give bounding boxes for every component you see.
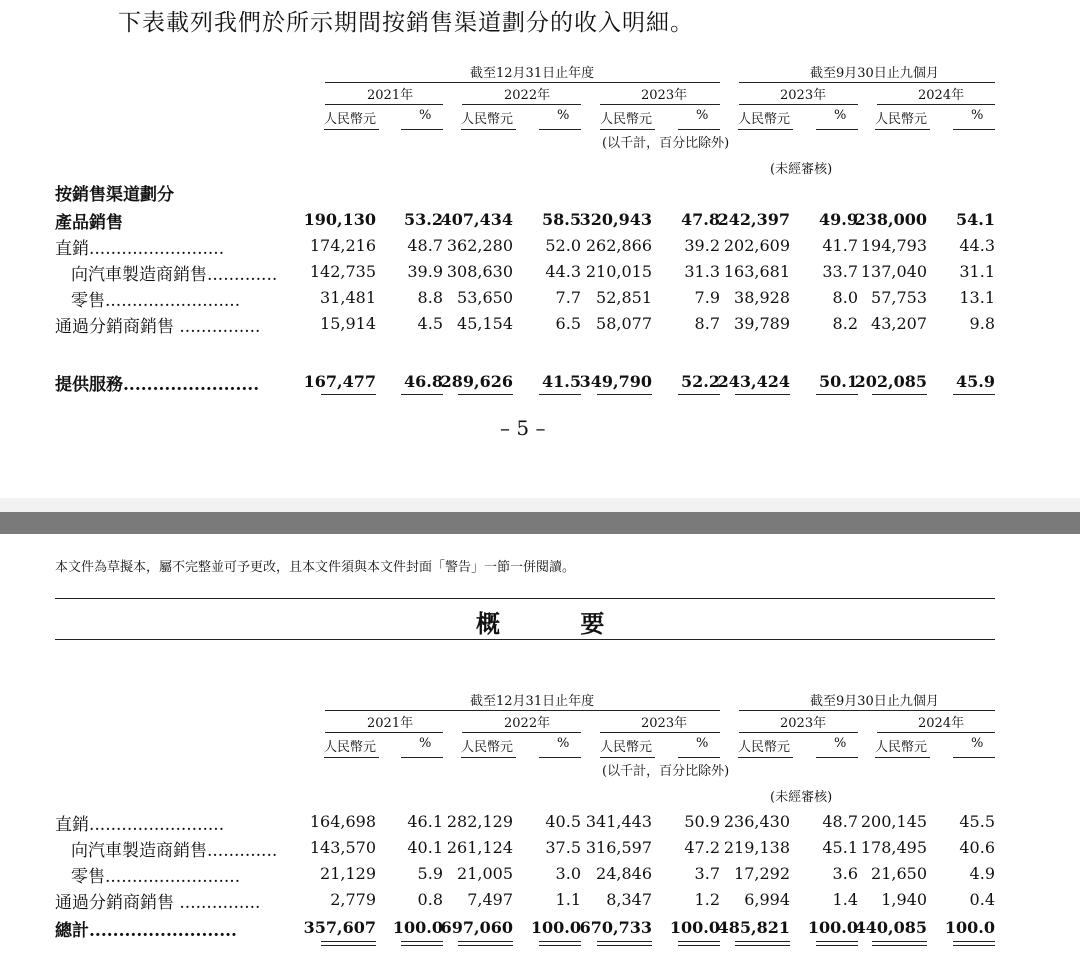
double-rule-b	[401, 945, 443, 946]
table-cell: 236,430	[723, 812, 790, 831]
title-rule-bottom	[55, 639, 995, 640]
row-label: 向汽車製造商銷售.............	[71, 265, 278, 285]
row-label: 直銷.........................	[55, 815, 225, 835]
table-cell: 7.7	[555, 288, 581, 307]
table-cell: 43,207	[871, 314, 927, 333]
table-cell: 54.1	[956, 210, 995, 229]
table-cell: 15,914	[320, 314, 376, 333]
percent-rule	[539, 757, 581, 758]
table-cell: 1,940	[881, 890, 927, 909]
table-cell: 0.4	[969, 890, 995, 909]
currency-header: 人民幣元	[600, 112, 653, 127]
table-cell: 137,040	[860, 262, 927, 281]
table-cell: 194,793	[860, 236, 927, 255]
table-cell: 289,626	[440, 372, 513, 391]
table-cell: 52.0	[545, 236, 581, 255]
table-cell: 1.1	[555, 890, 581, 909]
table-cell: 41.7	[822, 236, 858, 255]
double-rule-a	[539, 941, 581, 942]
table-cell: 39.9	[407, 262, 443, 281]
table-cell: 46.1	[407, 812, 443, 831]
table-cell: 238,000	[854, 210, 927, 229]
table-cell: 163,681	[723, 262, 790, 281]
table-cell: 52.2	[681, 372, 720, 391]
table-cell: 58,077	[596, 314, 652, 333]
table-cell: 6,994	[744, 890, 790, 909]
year-header: 2023年	[780, 88, 827, 103]
double-rule-a	[678, 941, 720, 942]
currency-header: 人民幣元	[875, 112, 928, 127]
unit-note: (以千計，百分比除外)	[602, 764, 730, 779]
period-annual-rule	[325, 82, 720, 83]
currency-header: 人民幣元	[738, 740, 791, 755]
period-annual-header: 截至12月31日止年度	[470, 694, 595, 709]
year-rule	[462, 104, 581, 105]
table-cell: 39.2	[684, 236, 720, 255]
period-annual-rule	[325, 710, 720, 711]
table-cell: 9.8	[969, 314, 995, 333]
table-cell: 53,650	[457, 288, 513, 307]
percent-header: %	[834, 108, 847, 123]
table-cell: 7,497	[467, 890, 513, 909]
currency-header: 人民幣元	[461, 112, 514, 127]
table-cell: 200,145	[860, 812, 927, 831]
table-cell: 1.2	[694, 890, 720, 909]
year-rule	[739, 104, 858, 105]
table-cell: 45.5	[959, 812, 995, 831]
currency-rule	[324, 129, 379, 130]
currency-header: 人民幣元	[738, 112, 791, 127]
currency-rule	[738, 757, 793, 758]
row-label: 總計.........................	[55, 921, 237, 941]
total-rule	[539, 394, 581, 395]
table-cell: 262,866	[585, 236, 652, 255]
double-rule-a	[401, 941, 443, 942]
table-cell: 8.8	[417, 288, 443, 307]
table-cell: 210,015	[585, 262, 652, 281]
double-rule-b	[678, 945, 720, 946]
period-nine-months-rule	[739, 82, 995, 83]
table-cell: 3.6	[832, 864, 858, 883]
section-label: 按銷售渠道劃分	[55, 185, 174, 205]
table-cell: 45.9	[956, 372, 995, 391]
double-rule-a	[816, 941, 858, 942]
table-cell: 57,753	[871, 288, 927, 307]
table-cell: 44.3	[959, 236, 995, 255]
table-cell: 21,650	[871, 864, 927, 883]
percent-header: %	[557, 108, 570, 123]
percent-header: %	[696, 108, 709, 123]
table-cell: 100.0	[392, 918, 443, 937]
section-title: 概 要	[476, 610, 641, 638]
year-header: 2021年	[367, 716, 414, 731]
table-cell: 52,851	[596, 288, 652, 307]
table-cell: 242,397	[717, 210, 790, 229]
year-rule	[877, 104, 995, 105]
table-cell: 219,138	[723, 838, 790, 857]
percent-rule	[953, 129, 995, 130]
table-cell: 8.0	[832, 288, 858, 307]
table-cell: 174,216	[309, 236, 376, 255]
table-cell: 40.5	[545, 812, 581, 831]
table-cell: 41.5	[542, 372, 581, 391]
table-cell: 50.9	[684, 812, 720, 831]
table-cell: 100.0	[530, 918, 581, 937]
currency-header: 人民幣元	[461, 740, 514, 755]
table-cell: 485,821	[717, 918, 790, 937]
table-cell: 697,060	[440, 918, 513, 937]
table-cell: 3.7	[694, 864, 720, 883]
year-header: 2024年	[918, 88, 965, 103]
table-cell: 243,424	[717, 372, 790, 391]
table-cell: 357,607	[303, 918, 376, 937]
table-cell: 45.1	[822, 838, 858, 857]
total-rule	[597, 394, 652, 395]
table-cell: 2,779	[330, 890, 376, 909]
double-rule-b	[458, 945, 513, 946]
year-header: 2023年	[641, 716, 688, 731]
table-cell: 178,495	[860, 838, 927, 857]
table-cell: 164,698	[309, 812, 376, 831]
title-rule-top	[55, 598, 995, 599]
double-rule-a	[872, 941, 927, 942]
table-cell: 49.9	[819, 210, 858, 229]
table-cell: 142,735	[309, 262, 376, 281]
currency-rule	[738, 129, 793, 130]
row-label: 直銷.........................	[55, 239, 225, 259]
currency-rule	[875, 757, 930, 758]
percent-rule	[401, 757, 443, 758]
double-rule-b	[872, 945, 927, 946]
table-cell: 40.6	[959, 838, 995, 857]
table-cell: 48.7	[407, 236, 443, 255]
double-rule-b	[816, 945, 858, 946]
page-divider	[0, 512, 1080, 534]
table-cell: 48.7	[822, 812, 858, 831]
year-header: 2024年	[918, 716, 965, 731]
currency-rule	[600, 757, 655, 758]
table-cell: 37.5	[545, 838, 581, 857]
percent-rule	[816, 129, 858, 130]
unaudited-note: (未經審核)	[770, 790, 833, 805]
double-rule-a	[458, 941, 513, 942]
currency-header: 人民幣元	[600, 740, 653, 755]
double-rule-b	[321, 945, 376, 946]
percent-header: %	[557, 736, 570, 751]
currency-rule	[875, 129, 930, 130]
percent-header: %	[971, 108, 984, 123]
table-cell: 202,085	[854, 372, 927, 391]
table-cell: 202,609	[723, 236, 790, 255]
table-cell: 3.0	[555, 864, 581, 883]
year-rule	[462, 732, 581, 733]
table-cell: 8.2	[832, 314, 858, 333]
table-cell: 38,928	[734, 288, 790, 307]
page-gap	[0, 498, 1080, 512]
currency-header: 人民幣元	[324, 112, 377, 127]
period-nine-months-header: 截至9月30日止九個月	[810, 66, 939, 81]
table-cell: 58.5	[542, 210, 581, 229]
table-cell: 7.9	[694, 288, 720, 307]
table-cell: 21,129	[320, 864, 376, 883]
row-label: 通過分銷商銷售 ...............	[55, 893, 261, 913]
table-cell: 320,943	[579, 210, 652, 229]
table-cell: 24,846	[596, 864, 652, 883]
currency-header: 人民幣元	[324, 740, 377, 755]
percent-rule	[816, 757, 858, 758]
table-cell: 39,789	[734, 314, 790, 333]
year-rule	[600, 732, 720, 733]
currency-rule	[324, 757, 379, 758]
table-cell: 167,477	[303, 372, 376, 391]
row-label: 零售.........................	[71, 867, 241, 887]
year-header: 2022年	[504, 88, 551, 103]
currency-header: 人民幣元	[875, 740, 928, 755]
year-header: 2023年	[780, 716, 827, 731]
table-cell: 47.8	[681, 210, 720, 229]
table-cell: 44.3	[545, 262, 581, 281]
double-rule-b	[597, 945, 652, 946]
table-cell: 6.5	[555, 314, 581, 333]
row-label: 向汽車製造商銷售.............	[71, 841, 278, 861]
percent-rule	[401, 129, 443, 130]
currency-rule	[600, 129, 655, 130]
currency-rule	[461, 757, 516, 758]
table-cell: 261,124	[446, 838, 513, 857]
table-cell: 0.8	[417, 890, 443, 909]
period-nine-months-rule	[739, 710, 995, 711]
total-rule	[321, 394, 376, 395]
page-number: – 5 –	[500, 416, 546, 440]
double-rule-a	[953, 941, 995, 942]
table-cell: 349,790	[579, 372, 652, 391]
double-rule-a	[321, 941, 376, 942]
double-rule-a	[597, 941, 652, 942]
year-rule	[325, 732, 443, 733]
percent-header: %	[696, 736, 709, 751]
row-label: 通過分銷商銷售 ...............	[55, 317, 261, 337]
intro-text: 下表載列我們於所示期間按銷售渠道劃分的收入明細。	[118, 10, 694, 36]
table-cell: 8,347	[606, 890, 652, 909]
row-label: 產品銷售	[55, 213, 123, 233]
percent-rule	[953, 757, 995, 758]
table-cell: 31,481	[320, 288, 376, 307]
table-cell: 100.0	[944, 918, 995, 937]
table-cell: 190,130	[303, 210, 376, 229]
total-rule	[953, 394, 995, 395]
total-rule	[816, 394, 858, 395]
year-header: 2023年	[641, 88, 688, 103]
percent-header: %	[834, 736, 847, 751]
percent-header: %	[971, 736, 984, 751]
year-rule	[739, 732, 858, 733]
row-label: 零售.........................	[71, 291, 241, 311]
table-cell: 40.1	[407, 838, 443, 857]
table-cell: 407,434	[440, 210, 513, 229]
percent-header: %	[419, 736, 432, 751]
table-cell: 440,085	[854, 918, 927, 937]
total-rule	[401, 394, 443, 395]
table-cell: 100.0	[807, 918, 858, 937]
table-cell: 341,443	[585, 812, 652, 831]
total-rule	[458, 394, 513, 395]
double-rule-b	[539, 945, 581, 946]
table-cell: 100.0	[669, 918, 720, 937]
table-cell: 46.8	[404, 372, 443, 391]
table-cell: 8.7	[694, 314, 720, 333]
double-rule-a	[735, 941, 790, 942]
table-cell: 50.1	[819, 372, 858, 391]
table-cell: 316,597	[585, 838, 652, 857]
table-cell: 47.2	[684, 838, 720, 857]
table-cell: 13.1	[959, 288, 995, 307]
table-cell: 31.1	[959, 262, 995, 281]
table-cell: 282,129	[446, 812, 513, 831]
year-header: 2021年	[367, 88, 414, 103]
table-cell: 5.9	[417, 864, 443, 883]
table-cell: 4.5	[417, 314, 443, 333]
percent-header: %	[419, 108, 432, 123]
row-label: 提供服務.......................	[55, 375, 260, 395]
table-cell: 670,733	[579, 918, 652, 937]
total-rule	[735, 394, 790, 395]
table-cell: 21,005	[457, 864, 513, 883]
total-rule	[872, 394, 927, 395]
year-rule	[600, 104, 720, 105]
total-rule	[678, 394, 720, 395]
table-cell: 53.2	[404, 210, 443, 229]
year-rule	[877, 732, 995, 733]
draft-notice: 本文件為草擬本，屬不完整並可予更改，且本文件須與本文件封面「警告」一節一併閱讀。	[55, 560, 576, 575]
year-header: 2022年	[504, 716, 551, 731]
currency-rule	[461, 129, 516, 130]
table-cell: 31.3	[684, 262, 720, 281]
table-cell: 143,570	[309, 838, 376, 857]
percent-rule	[539, 129, 581, 130]
table-cell: 308,630	[446, 262, 513, 281]
percent-rule	[678, 757, 720, 758]
table-cell: 45,154	[457, 314, 513, 333]
table-cell: 1.4	[832, 890, 858, 909]
unaudited-note: (未經審核)	[770, 162, 833, 177]
percent-rule	[678, 129, 720, 130]
period-nine-months-header: 截至9月30日止九個月	[810, 694, 939, 709]
table-cell: 362,280	[446, 236, 513, 255]
unit-note: (以千計，百分比除外)	[602, 136, 730, 151]
double-rule-b	[735, 945, 790, 946]
table-cell: 4.9	[969, 864, 995, 883]
period-annual-header: 截至12月31日止年度	[470, 66, 595, 81]
year-rule	[325, 104, 443, 105]
table-cell: 17,292	[734, 864, 790, 883]
double-rule-b	[953, 945, 995, 946]
table-cell: 33.7	[822, 262, 858, 281]
